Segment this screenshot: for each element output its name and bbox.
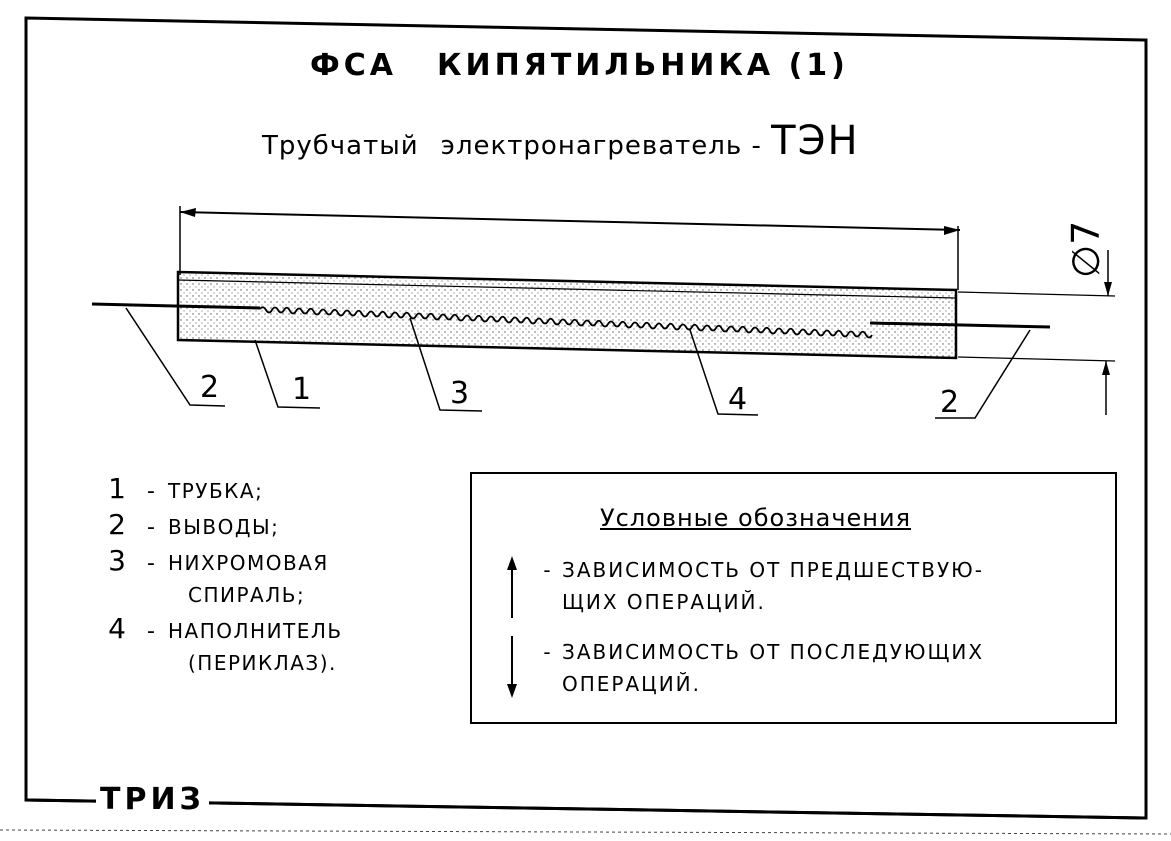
legend-item-continuation bbox=[100, 648, 430, 678]
legend-text: НАПОЛНИТЕЛЬ bbox=[168, 619, 343, 643]
notation-up-text bbox=[562, 554, 1112, 618]
legend-text: СПИРАЛЬ; bbox=[188, 583, 306, 607]
callout-1: 1 bbox=[292, 372, 312, 407]
length-dimension-line bbox=[180, 212, 960, 230]
notation-up-line1: ЗАВИСИМОСТЬ ОТ ПРЕДШЕСТВУЮ- bbox=[562, 558, 984, 582]
legend-text: ВЫВОДЫ; bbox=[168, 515, 280, 539]
subtitle-part-a: Трубчатый bbox=[262, 131, 419, 161]
notation-down-line1: ЗАВИСИМОСТЬ ОТ ПОСЛЕДУЮЩИХ bbox=[562, 640, 985, 664]
diameter-label: ∅7 bbox=[1064, 220, 1108, 278]
legend-text: НИХРОМОВАЯ bbox=[168, 551, 329, 575]
legend-text: ТРУБКА; bbox=[168, 479, 264, 503]
legend-dash: - bbox=[147, 479, 155, 504]
callout-2-left: 2 bbox=[200, 370, 220, 405]
notation-dash: - bbox=[543, 558, 551, 582]
legend-dash: - bbox=[147, 619, 155, 644]
legend-item bbox=[100, 544, 430, 578]
notation-up-item bbox=[492, 554, 1112, 618]
subtitle-part-c: ТЭН bbox=[771, 118, 860, 164]
subtitle-part-b: электронагреватель - bbox=[440, 131, 762, 161]
legend-item-continuation bbox=[100, 580, 430, 610]
legend-list bbox=[100, 472, 430, 680]
title-right: КИПЯТИЛЬНИКА (1) bbox=[437, 48, 849, 83]
notation-title: Условные обозначения bbox=[600, 504, 912, 532]
notation-up-line2: ЩИХ ОПЕРАЦИЙ. bbox=[562, 590, 766, 614]
arrow-up-icon bbox=[492, 554, 532, 618]
callout-4: 4 bbox=[728, 382, 748, 417]
legend-num: 4 bbox=[108, 612, 126, 645]
callout-3: 3 bbox=[450, 376, 470, 411]
diameter-ext-bottom bbox=[958, 357, 1115, 361]
notation-down-text bbox=[562, 636, 1112, 700]
diameter-ext-top bbox=[958, 292, 1115, 296]
legend-dash: - bbox=[147, 515, 155, 540]
legend-num: 3 bbox=[108, 544, 126, 577]
footer-triz-label: ТРИЗ bbox=[96, 782, 209, 817]
legend-text: (ПЕРИКЛАЗ). bbox=[188, 651, 337, 675]
legend-item bbox=[100, 612, 430, 646]
notation-down-item bbox=[492, 636, 1112, 700]
page-title bbox=[310, 48, 849, 83]
legend-item bbox=[100, 508, 430, 542]
legend-item bbox=[100, 472, 430, 506]
legend-num: 2 bbox=[108, 508, 126, 541]
notation-down-line2: ОПЕРАЦИЙ. bbox=[562, 672, 701, 696]
notation-box bbox=[470, 472, 1117, 724]
notation-dash: - bbox=[543, 640, 551, 664]
bottom-dotted-line bbox=[0, 830, 1171, 834]
arrow-down-icon bbox=[492, 636, 532, 700]
title-left: ФСА bbox=[310, 48, 397, 83]
tube bbox=[178, 272, 956, 358]
legend-num: 1 bbox=[108, 472, 126, 505]
callout-2-right: 2 bbox=[940, 385, 960, 420]
page-subtitle bbox=[262, 118, 860, 164]
legend-dash: - bbox=[147, 551, 155, 576]
